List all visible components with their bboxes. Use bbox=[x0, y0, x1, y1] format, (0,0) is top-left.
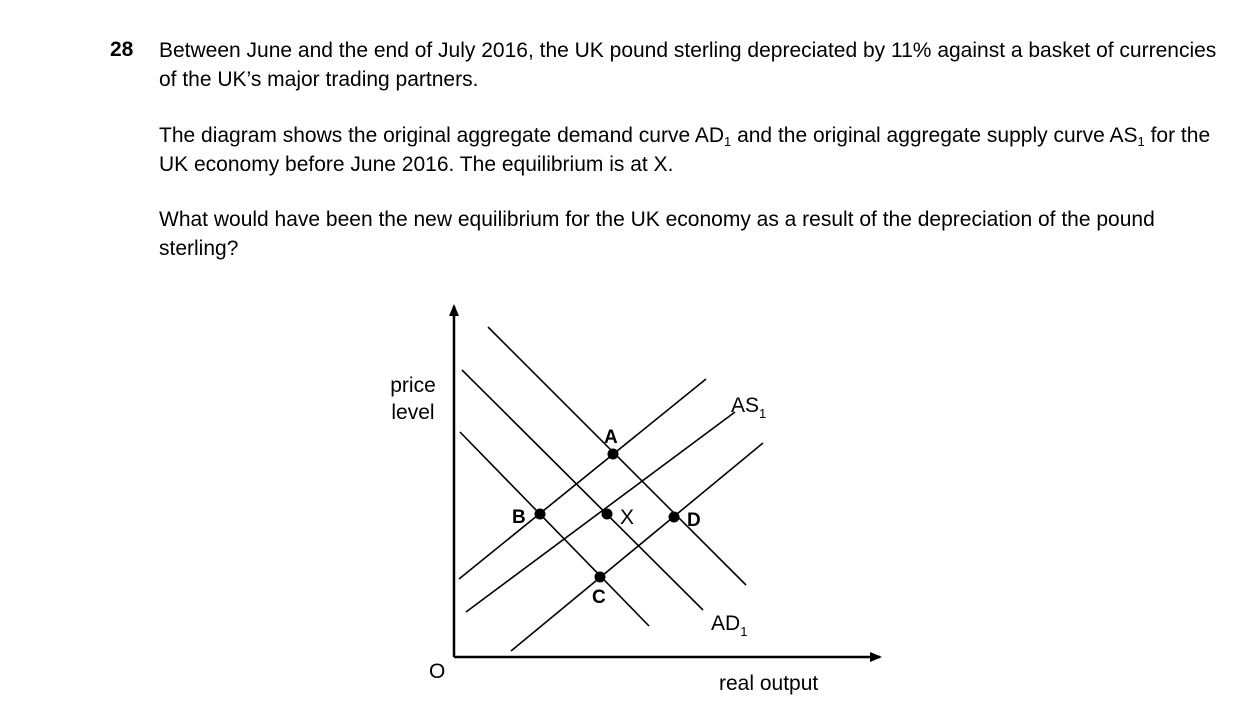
paragraph-text-part3: for the UK economy before June 2016. The equilibrium is at X. bbox=[159, 124, 1211, 176]
paragraph-text: What would have been the new equilibrium for the UK economy as a result of the depreciation of the pound sterling? bbox=[159, 208, 1155, 260]
ad1-label bbox=[711, 612, 747, 639]
question-number: 28 bbox=[110, 38, 134, 61]
point-b-marker bbox=[535, 509, 546, 520]
point-a-label: A bbox=[604, 427, 618, 448]
ad1-curve bbox=[462, 370, 703, 610]
y-axis-label-line1: price bbox=[390, 374, 436, 397]
y-axis-label-line2: level bbox=[391, 401, 435, 424]
as-label-text: AS bbox=[731, 394, 760, 417]
x-axis-label: real output bbox=[719, 672, 819, 695]
ad-label-text: AD bbox=[711, 612, 741, 635]
paragraph-text-part1: The diagram shows the original aggregate demand curve AD bbox=[159, 124, 724, 147]
as-label-sub: 1 bbox=[759, 406, 767, 421]
point-b-label: B bbox=[512, 507, 526, 528]
point-c-label: C bbox=[592, 587, 606, 608]
point-d-marker bbox=[669, 512, 680, 523]
ad-label-sub: 1 bbox=[740, 624, 748, 639]
point-x-marker bbox=[602, 509, 613, 520]
subscript: 1 bbox=[1137, 134, 1145, 149]
point-d-label: D bbox=[687, 510, 701, 531]
point-x-label: X bbox=[620, 506, 635, 529]
as-curve-upper bbox=[459, 379, 706, 579]
origin-label: O bbox=[429, 660, 446, 683]
subscript: 1 bbox=[724, 134, 732, 149]
paragraph-text: Between June and the end of July 2016, the UK pound sterling depreciated by 11% against a basket of currencies of the UK’s major trading partners. bbox=[159, 39, 1217, 91]
paragraph-text-part2: and the original aggregate supply curve AS bbox=[731, 124, 1138, 147]
point-c-marker bbox=[595, 572, 606, 583]
as1-label bbox=[731, 394, 766, 421]
point-a-marker bbox=[608, 449, 619, 460]
